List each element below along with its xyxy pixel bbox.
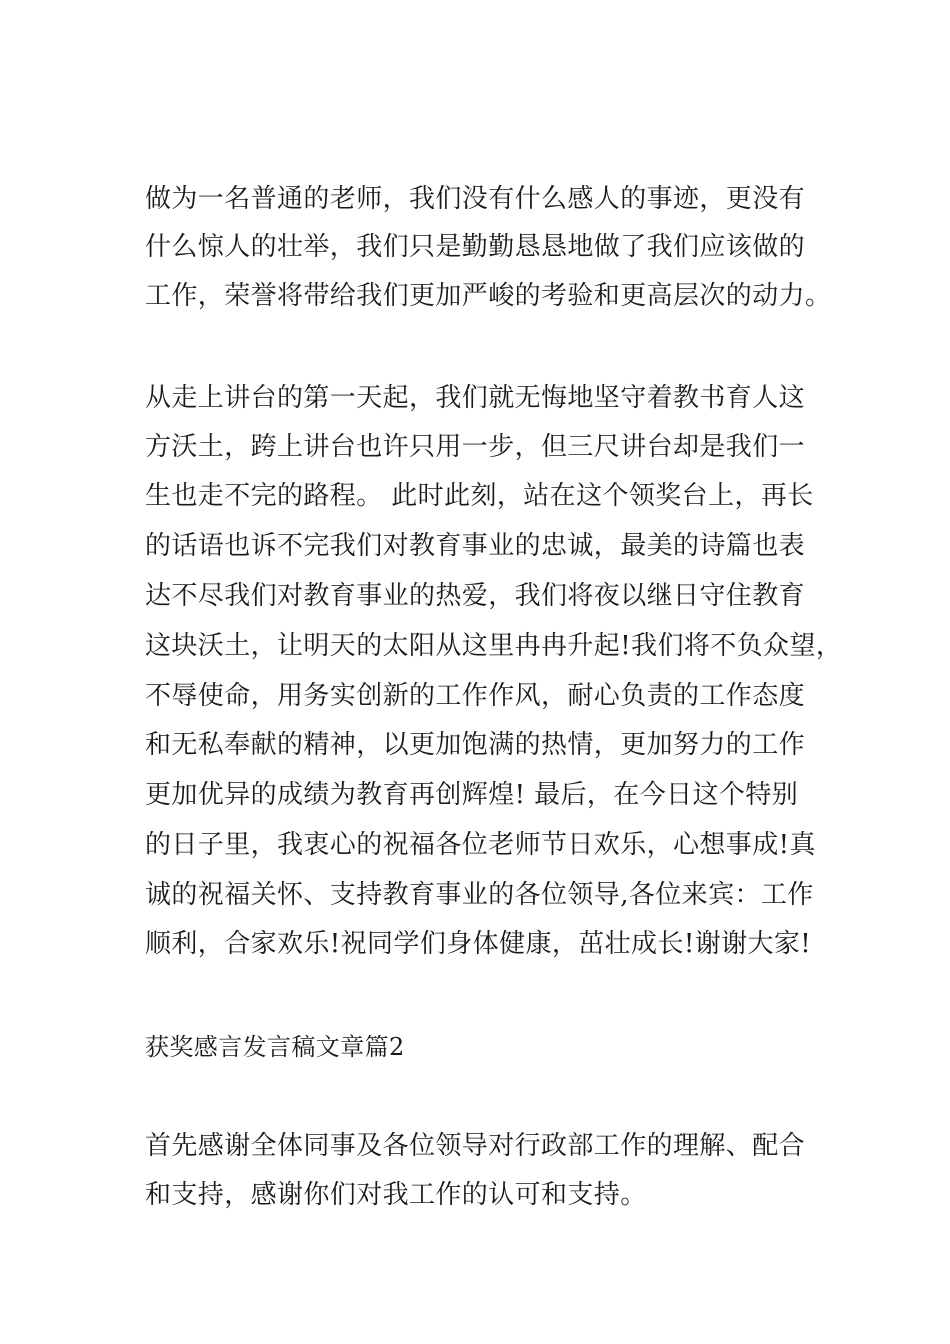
paragraph-3-line-1: 首先感谢全体同事及各位领导对行政部工作的理解、配合 [145, 1131, 806, 1161]
paragraph-3-line-2: 和支持，感谢你们对我工作的认可和支持。 [145, 1180, 647, 1210]
paragraph-2-line-4: 的话语也诉不完我们对教育事业的忠诚，最美的诗篇也表 [145, 531, 806, 561]
paragraph-2-line-6: 这块沃土，让明天的太阳从这里冉冉升起!我们将不负众望， [145, 631, 843, 661]
paragraph-2-line-1: 从走上讲台的第一天起，我们就无悔地坚守着教书育人这 [145, 383, 806, 413]
paragraph-2-line-3: 生也走不完的路程。 此时此刻，站在这个领奖台上，再长 [145, 481, 814, 511]
paragraph-2-line-7: 不辱使命，用务实创新的工作作风，耐心负责的工作态度 [145, 681, 806, 711]
paragraph-1-line-2: 什么惊人的壮举，我们只是勤勤恳恳地做了我们应该做的 [145, 232, 806, 262]
paragraph-2-line-10: 的日子里，我衷心的祝福各位老师节日欢乐，心想事成!真 [145, 830, 816, 860]
paragraph-2-line-8: 和无私奉献的精神，以更加饱满的热情，更加努力的工作 [145, 730, 806, 760]
paragraph-2-line-5: 达不尽我们对教育事业的热爱，我们将夜以继日守住教育 [145, 581, 806, 611]
paragraph-1-line-3: 工作，荣誉将带给我们更加严峻的考验和更高层次的动力。 [145, 281, 832, 311]
paragraph-2-line-2: 方沃土，跨上讲台也许只用一步，但三尺讲台却是我们一 [145, 432, 806, 462]
paragraph-2-line-11: 诚的祝福关怀、支持教育事业的各位领导,各位来宾：工作 [145, 880, 814, 910]
paragraph-2-line-12: 顺利，合家欢乐!祝同学们身体健康，茁壮成长!谢谢大家! [145, 929, 812, 959]
paragraph-1-line-1: 做为一名普通的老师，我们没有什么感人的事迹，更没有 [145, 184, 806, 214]
section-heading: 获奖感言发言稿文章篇2 [145, 1033, 405, 1061]
paragraph-2-line-9: 更加优异的成绩为教育再创辉煌! 最后，在今日这个特别 [145, 780, 799, 810]
